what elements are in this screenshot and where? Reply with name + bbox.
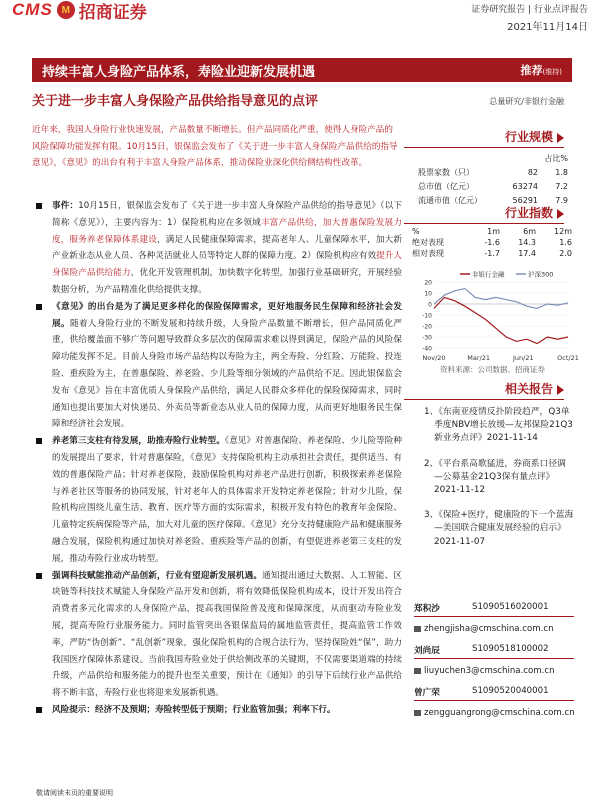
bullet-icon — [36, 203, 42, 209]
index-table — [412, 226, 572, 259]
chart-source: 资料来源：公司数据、招商证券 — [440, 365, 545, 374]
bullet-icon — [36, 438, 42, 444]
index-val: 17.4 — [518, 249, 536, 258]
y-tick-label: 0 — [428, 301, 432, 309]
analyst — [400, 644, 580, 686]
report-link[interactable]: 1、《东南亚疫情反扑阶段趋严，Q3单季度NBV增长放缓—友邦保险21Q3新业务点评》2021-11-14 — [424, 407, 573, 444]
triangle-icon — [557, 133, 564, 143]
scale-value: 56291 — [512, 196, 538, 205]
divider — [414, 658, 574, 659]
report-title: 持续丰富人身险产品体系，寿险业迎新发展机遇 — [42, 64, 316, 80]
analyst-email[interactable]: liuyuchen3@cmschina.com.cn — [424, 666, 555, 676]
mail-icon — [414, 710, 421, 716]
bullet-icon — [36, 707, 42, 713]
y-tick-label: -20 — [422, 323, 432, 331]
analyst — [400, 602, 580, 644]
rating-label: 推荐 — [520, 64, 543, 77]
index-heading-text: 行业指数 — [504, 206, 553, 220]
scale-table — [418, 152, 568, 208]
scale-pct: 7.2 — [555, 182, 568, 191]
bullet-icon — [36, 304, 42, 310]
report-link[interactable]: 2、《平台系高歌猛进，券商系口径调—公募基金21Q3保有量点评》2021-11-12 — [424, 458, 566, 496]
para-lead: 风险提示：经济不及预期；寿险转型低于预期；行业监管加强；利率下行。 — [52, 704, 336, 715]
legend-label: 沪深300 — [528, 270, 554, 279]
triangle-icon — [557, 385, 564, 395]
para-text: ，满足人民健康保障需求，提高老年人、儿童保障水平，加大新产业新业态从业人员、各种灵活就业人员等特定人群的保障力度。2）保险机构应有效 — [52, 234, 402, 262]
para-lead: 《意见》的出台是为了满足更多样化的保险保障需求，更好地服务民生保障和经济社会发展。 — [52, 301, 402, 329]
legend-label: 非银行金融 — [472, 270, 505, 279]
scale-value: 63274 — [512, 182, 538, 191]
index-val: 1.6 — [559, 238, 572, 247]
scale-pct: 1.8 — [555, 168, 568, 177]
reports-heading — [404, 380, 564, 400]
body-para-event — [32, 198, 402, 299]
mail-icon — [414, 626, 421, 632]
para-text: 通知提出通过大数据、人工智能、区块链等科技技术赋能人身保险产品开发和创新，将有效降低保险机构成本，设计开发出符合消费者多元化需求的人身保险产品，提高我国保险普及度和保障深度，从而驱动寿险业发展，提高寿险行业服务能力。同时监管突出各银保监局的属地监管责任，提高监管工作效率，严防“伪创新”、“乱创新”现象，强化保险机构的合规合法行为，坚持保险姓“保”，助力我国医疗保障体系建设。当前我国寿险业处于供给侧改革的关键期，不仅需要渠道端的持续升级，产品供给和服务能力的提升也至关重要，预计在《通知》的引导下后续行业产品供给将不断丰富，寿险行业也将迎来发展新机遇。 — [52, 570, 402, 699]
para-highlight: 丰富产品供给，加大普惠保险发展力度，服务养老保障体系建设 — [52, 217, 402, 245]
scale-label: 股票家数（只） — [418, 168, 474, 177]
scale-label: 总市值（亿元） — [418, 182, 474, 191]
analyst-email[interactable]: zengguangrong@cmschina.com.cn — [424, 708, 575, 718]
body-text — [32, 198, 402, 719]
bullet-icon — [36, 573, 42, 579]
rating-note: (维持) — [542, 68, 562, 76]
y-tick-label: 20 — [424, 279, 432, 287]
index-col: 6m — [523, 227, 536, 236]
index-col: 12m — [554, 227, 572, 236]
scale-unit: 占比% — [544, 154, 568, 163]
triangle-icon — [557, 209, 564, 219]
para-text: ，优化开发管理机制，加快数字化转型，加强行业基础研究，开展经验数据分析，为产品精准化供给提供支撑。 — [52, 268, 402, 295]
rating — [521, 62, 562, 78]
analyst-name: 刘尚辰 — [414, 646, 440, 656]
series-line — [434, 289, 568, 309]
analyst-id: S1090516020001 — [472, 602, 549, 612]
x-tick-label: Jun/21 — [513, 354, 534, 362]
y-tick-label: 10 — [424, 290, 432, 298]
analyst-email[interactable]: zhengjisha@cmschina.com.cn — [424, 624, 554, 634]
logo-text-en: CMS — [12, 0, 53, 19]
index-row — [412, 248, 572, 259]
report-subtitle: 关于进一步丰富人身保险产品供给指导意见的点评 — [32, 94, 319, 109]
y-tick-label: -40 — [422, 345, 432, 353]
body-para-pension — [32, 433, 402, 567]
x-tick-label: Mar/21 — [467, 354, 491, 362]
index-val: -1.6 — [484, 238, 500, 247]
para-lead: 事件： — [52, 201, 79, 211]
divider — [414, 616, 574, 617]
index-val: 14.3 — [518, 238, 536, 247]
summary: 近年来，我国人身险行业快速发展，产品数量不断增长。但产品同质化严重，使得人身险产品的风险保障功能发挥有限。10月15日，银保监会发布了《关于进一步丰富人身保险产品供给的指导意见》，《意见》的出台有利于丰富人身险产品体系，推动保险业深化供给侧结构性改革。 — [32, 125, 398, 169]
scale-value: 82 — [527, 168, 538, 177]
divider — [414, 700, 574, 701]
report-date: 2021年11月14日 — [507, 22, 588, 33]
index-row — [412, 237, 572, 248]
scale-row — [418, 166, 568, 180]
logo-text-cn: 招商证券 — [78, 2, 147, 23]
scale-heading — [404, 128, 564, 148]
x-tick-label: Nov/20 — [422, 354, 446, 362]
body-para-risk — [32, 702, 402, 719]
index-chart — [412, 268, 579, 364]
title-bar — [32, 58, 572, 82]
analyst — [400, 686, 580, 728]
para-text: 10月15日，银保监会发布了《关于进一步丰富人身保险产品供给的指导意见》（以下简称《意见》），主要内容为：1）保险机构应在多领域 — [52, 201, 402, 228]
scale-row — [418, 180, 568, 194]
scale-header-row — [418, 152, 568, 166]
analyst-list — [400, 602, 580, 728]
report-link[interactable]: 3、《保险+医疗，健康险的下一个蓝海—美国联合健康发展经验的启示》2021-11-07 — [424, 510, 574, 547]
index-label: 相对表现 — [412, 249, 444, 258]
para-text: 《意见》对普惠保险、养老保险、少儿险等险种的发展提出了要求，针对普惠保险，《意见》支持保险机构主动承担社会责任，提供适当、有效的普惠保险产品；针对养老保险，鼓励保险机构对养老产品进行创新，积极探索养老保险与养老社区等服务的协同发展，针对老年人的具体需求开发特定养老保险；针对少儿险，保险机构应围绕儿童生活、教育、医疗等方面的实际需求，积极开发有特色的教育年金保险、儿童特定疾病保险等产品，加大对儿童的医疗保障。《意见》充分支持健康险产品和健康服务融合发展，保险机构通过加快对养老险、重疾险等产品的创新，有望促进养老第三支柱的发展，推动寿险行业成功转型。 — [52, 436, 402, 564]
footer-note: 敬请阅读末页的重要说明 — [36, 789, 113, 797]
mail-icon — [414, 668, 421, 674]
y-tick-label: -10 — [422, 312, 432, 320]
para-lead: 强调科技赋能推动产品创新，行业有望迎新发展机遇。 — [52, 570, 263, 581]
brand-logo — [12, 0, 147, 23]
scale-label: 流通市值（亿元） — [418, 196, 482, 205]
body-para-purpose — [32, 299, 402, 433]
index-label: 绝对表现 — [412, 238, 444, 247]
y-tick-label: -30 — [422, 334, 432, 342]
analyst-name: 郑积沙 — [414, 604, 440, 614]
analyst-name: 曾广荣 — [414, 688, 440, 698]
para-text: 随着人身险行业的不断发展和持续升级，人身险产品数量不断增长，但产品同质化严重，供给覆盖面不够广等问题导致群众多层次的保障需求难以得到满足，保险产品的风险保障功能发挥不足。目前人身险市场产品结构以寿险为主，两全寿险、分红险、万能险、投连险、重疾险为主，在普惠保险、养老险、少儿险等细分领域的产品供给不足。因此银保监会发布《意见》旨在丰富优质人身保险产品供给，满足人民群众多样化的保险保障需求，同时通知也提出要加大对快递员、外卖员等新业态从业人员的保障力度，从而更好地服务民生保障和经济社会发展。 — [52, 318, 402, 430]
reports-heading-text: 相关报告 — [504, 382, 553, 396]
x-tick-label: Oct/21 — [557, 354, 579, 362]
index-val: -1.7 — [484, 249, 500, 258]
index-heading — [404, 204, 564, 224]
logo-badge-icon: M — [57, 1, 75, 19]
index-col: 1m — [487, 227, 500, 236]
related-reports — [424, 406, 574, 561]
index-header-row — [412, 226, 572, 237]
analyst-id: S1090520040001 — [472, 686, 549, 696]
analyst-id: S1090518100002 — [472, 644, 549, 654]
scale-heading-text: 行业规模 — [504, 130, 553, 144]
body-para-tech — [32, 568, 402, 702]
report-meta — [471, 2, 588, 33]
department: 总量研究/非银行金融 — [489, 97, 564, 106]
para-lead: 养老第三支柱有待发展，助推寿险行业转型。 — [52, 436, 225, 447]
report-type: 证券研究报告 | 行业点评报告 — [471, 5, 588, 15]
para-highlight: 提升人身保险产品供给能力 — [52, 251, 402, 279]
scale-pct: 7.9 — [555, 196, 568, 205]
index-val: 2.0 — [559, 249, 572, 258]
index-col: % — [412, 227, 420, 236]
